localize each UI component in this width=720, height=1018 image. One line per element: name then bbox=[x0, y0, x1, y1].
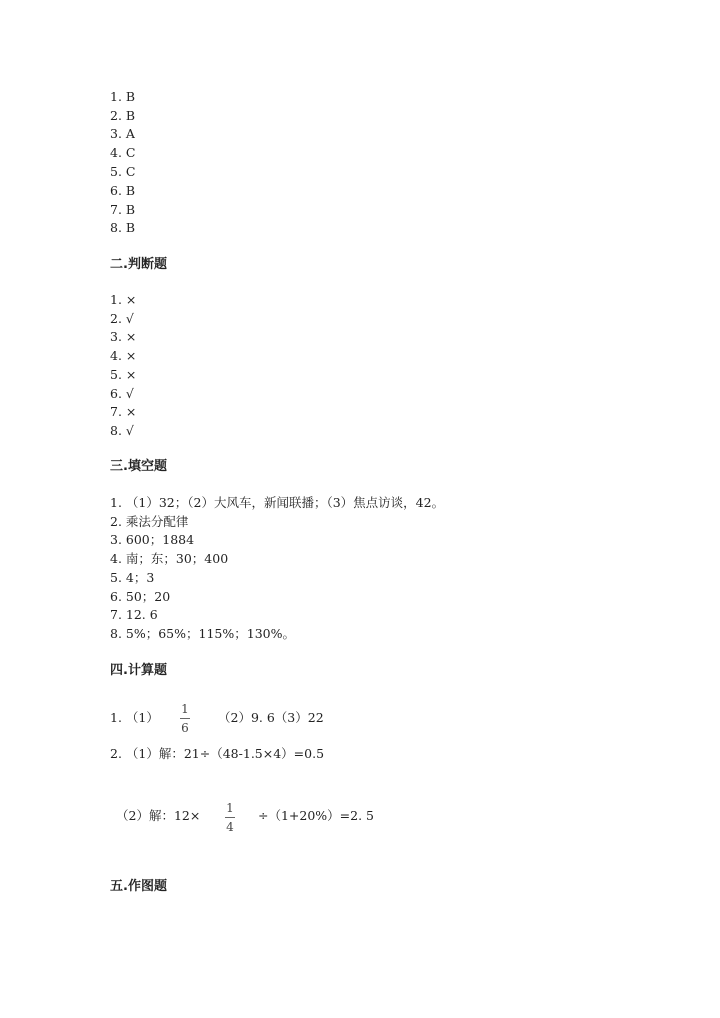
answer-item: 3. × bbox=[110, 329, 137, 344]
answer-item: 7. B bbox=[110, 202, 136, 217]
answer-item: 8. 5%；65%；115%；130%。 bbox=[110, 626, 295, 641]
answer-item: 7. 12. 6 bbox=[110, 607, 158, 622]
answer-item: 2. 乘法分配律 bbox=[110, 514, 189, 529]
fraction bbox=[225, 801, 235, 834]
answer-item: 6. √ bbox=[110, 386, 134, 401]
section-title-fill-blank: 三.填空题 bbox=[110, 459, 167, 474]
fraction-bar bbox=[225, 817, 235, 818]
calc-q1-suffix: （2）9. 6（3）22 bbox=[218, 710, 324, 725]
answer-item: 2. B bbox=[110, 108, 136, 123]
answer-item: 6. 50；20 bbox=[110, 589, 171, 604]
answer-item: 4. 南；东；30；400 bbox=[110, 551, 229, 566]
calc-q1-prefix: 1. （1） bbox=[110, 710, 159, 725]
answer-item: 1. B bbox=[110, 89, 136, 104]
calc-question-2: 2. （1）解：21÷（48-1.5×4）=0.5 bbox=[110, 746, 325, 761]
section-title-drawing: 五.作图题 bbox=[110, 879, 167, 894]
answer-item: 4. × bbox=[110, 348, 137, 363]
fraction-numerator: 1 bbox=[226, 801, 234, 815]
answer-item: 6. B bbox=[110, 183, 136, 198]
section-title-calculation: 四.计算题 bbox=[110, 663, 167, 678]
answer-item: 3. A bbox=[110, 126, 135, 141]
fraction-denominator: 4 bbox=[226, 820, 234, 834]
fraction bbox=[180, 702, 190, 735]
answer-item: 8. B bbox=[110, 220, 136, 235]
answer-item: 1. （1）32；（2）大风车，新闻联播；（3）焦点访谈，42。 bbox=[110, 495, 445, 510]
section-title-judgment: 二.判断题 bbox=[110, 257, 167, 272]
answer-item: 5. × bbox=[110, 367, 137, 382]
fraction-bar bbox=[180, 718, 190, 719]
answer-item: 4. C bbox=[110, 145, 136, 160]
answer-item: 3. 600；1884 bbox=[110, 532, 195, 547]
answer-item: 5. C bbox=[110, 164, 136, 179]
fraction-numerator: 1 bbox=[181, 702, 189, 716]
fraction-denominator: 6 bbox=[181, 721, 189, 735]
answer-item: 5. 4；3 bbox=[110, 570, 155, 585]
calc-q3-prefix: （2）解：12× bbox=[116, 808, 201, 823]
answer-item: 8. √ bbox=[110, 423, 134, 438]
answer-item: 7. × bbox=[110, 404, 137, 419]
answer-item: 2. √ bbox=[110, 311, 134, 326]
calc-q3-suffix: ÷（1+20%）=2. 5 bbox=[258, 808, 375, 823]
answer-item: 1. × bbox=[110, 292, 137, 307]
